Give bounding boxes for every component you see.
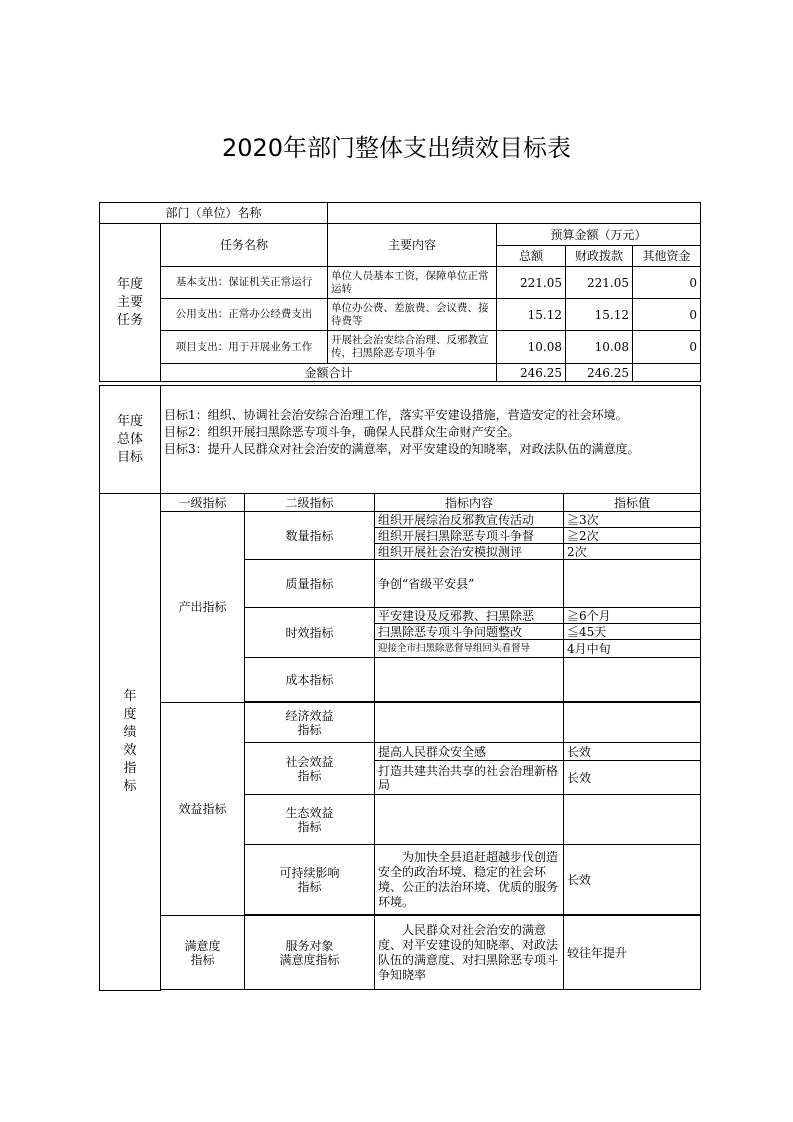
sum-other xyxy=(633,364,701,382)
quality-content: 争创“省级平安县” xyxy=(375,560,564,608)
social-content: 打造共建共治共享的社会治理新格局 xyxy=(375,761,564,795)
time-content: 平安建设及反邪教、扫黑除恶 xyxy=(375,608,564,624)
task-fiscal: 221.05 xyxy=(566,267,633,299)
task-name-header: 任务名称 xyxy=(161,224,328,267)
cost-indicator-label: 成本指标 xyxy=(245,658,375,702)
level1-header: 一级指标 xyxy=(161,494,245,512)
sum-fiscal: 246.25 xyxy=(566,364,633,382)
budget-header: 预算金额（万元） xyxy=(497,224,701,246)
sum-label: 金额合计 xyxy=(161,364,497,382)
table-row xyxy=(100,299,701,331)
time-content: 迎接全市扫黑除恶督导组回头看督导 xyxy=(375,640,564,658)
output-indicator-label: 产出指标 xyxy=(161,512,245,703)
task-content: 单位人员基本工资，保障单位正常运转 xyxy=(328,267,497,299)
content-header: 主要内容 xyxy=(328,224,497,267)
sustain-benefit-label: 可持续影响 指标 xyxy=(245,845,375,915)
table-row xyxy=(100,267,701,299)
level2-header: 二级指标 xyxy=(245,494,375,512)
quantity-content: 组织开展综治反邪教宣传活动 xyxy=(375,512,564,528)
task-name: 基本支出：保证机关正常运行 xyxy=(161,267,328,299)
indicator-content-header: 指标内容 xyxy=(375,494,564,512)
satisfaction-content: 人民群众对社会治安的满意度、对平安建设的知晓率、对政法队伍的满意度、对扫黑除恶专项斗争知晓率 xyxy=(375,916,564,990)
quantity-value: 2次 xyxy=(564,544,701,560)
time-value: 4月中旬 xyxy=(564,640,701,658)
sustain-content: 为加快全县追赶超越步伐创造安全的政治环境、稳定的社会环境、公正的法治环境、优质的服务环境。 xyxy=(375,845,564,915)
task-name: 项目支出：用于开展业务工作 xyxy=(161,331,328,364)
overall-goals-content xyxy=(161,386,701,494)
fiscal-header: 财政拨款 xyxy=(566,246,633,267)
economic-content xyxy=(375,703,564,743)
task-content: 单位办公费、差旅费、会议费、接待费等 xyxy=(328,299,497,331)
satisfaction-value: 较往年提升 xyxy=(564,916,701,990)
time-content: 扫黑除恶专项斗争问题整改 xyxy=(375,624,564,640)
task-fiscal: 10.08 xyxy=(566,331,633,364)
sum-total: 246.25 xyxy=(497,364,566,382)
task-fiscal: 15.12 xyxy=(566,299,633,331)
sustain-value: 长效 xyxy=(564,845,701,915)
cost-value xyxy=(564,658,701,702)
annual-tasks-section-label: 年度 主要 任务 xyxy=(100,224,161,382)
overall-goals-section-label: 年度 总体 目标 xyxy=(100,386,161,494)
social-benefit-label: 社会效益 指标 xyxy=(245,743,375,795)
overall-goals-table xyxy=(99,385,701,494)
benefit-indicator-label: 效益指标 xyxy=(161,703,245,916)
other-header: 其他资金 xyxy=(633,246,701,267)
performance-table xyxy=(99,493,701,991)
economic-benefit-label: 经济效益 指标 xyxy=(245,703,375,743)
performance-section-label: 年 度 绩 效 指 标 xyxy=(100,494,161,991)
task-other: 0 xyxy=(633,267,701,299)
eco-content xyxy=(375,795,564,845)
time-value: ≧6个月 xyxy=(564,608,701,624)
annual-tasks-table xyxy=(99,202,701,382)
goal-line: 目标2：组织开展扫黑除恶专项斗争，确保人民群众生命财产安全。 xyxy=(164,425,520,439)
time-value: ≦45天 xyxy=(564,624,701,640)
task-other: 0 xyxy=(633,331,701,364)
table-row xyxy=(100,331,701,364)
task-content: 开展社会治安综合治理、反邪教宣传，扫黑除恶专项斗争 xyxy=(328,331,497,364)
social-value: 长效 xyxy=(564,761,701,795)
indicator-value-header: 指标值 xyxy=(564,494,701,512)
goal-line: 目标1：组织、协调社会治安综合治理工作，落实平安建设措施，营造安定的社会环境。 xyxy=(164,408,628,422)
total-header: 总额 xyxy=(497,246,566,267)
goal-line: 目标3：提升人民群众对社会治安的满意率，对平安建设的知晓率，对政法队伍的满意度。 xyxy=(164,442,640,456)
economic-value xyxy=(564,703,701,743)
time-indicator-label: 时效指标 xyxy=(245,608,375,658)
task-other: 0 xyxy=(633,299,701,331)
eco-value xyxy=(564,795,701,845)
quantity-value: ≧3次 xyxy=(564,512,701,528)
task-total: 15.12 xyxy=(497,299,566,331)
quantity-content: 组织开展扫黑除恶专项斗争督 xyxy=(375,528,564,544)
service-satisfaction-label: 服务对象 满意度指标 xyxy=(245,916,375,990)
quality-indicator-label: 质量指标 xyxy=(245,560,375,608)
quality-value xyxy=(564,560,701,608)
eco-benefit-label: 生态效益 指标 xyxy=(245,795,375,845)
dept-name-value xyxy=(328,203,701,224)
dept-name-label: 部门（单位）名称 xyxy=(100,203,328,224)
task-total: 10.08 xyxy=(497,331,566,364)
cost-content xyxy=(375,658,564,702)
quantity-indicator-label: 数量指标 xyxy=(245,512,375,560)
task-total: 221.05 xyxy=(497,267,566,299)
satisfaction-indicator-label: 满意度 指标 xyxy=(161,916,245,990)
social-content: 提高人民群众安全感 xyxy=(375,743,564,761)
quantity-value: ≧2次 xyxy=(564,528,701,544)
quantity-content: 组织开展社会治安模拟测评 xyxy=(375,544,564,560)
page-title: 2020年部门整体支出绩效目标表 xyxy=(221,134,572,162)
task-name: 公用支出：正常办公经费支出 xyxy=(161,299,328,331)
social-value: 长效 xyxy=(564,743,701,761)
